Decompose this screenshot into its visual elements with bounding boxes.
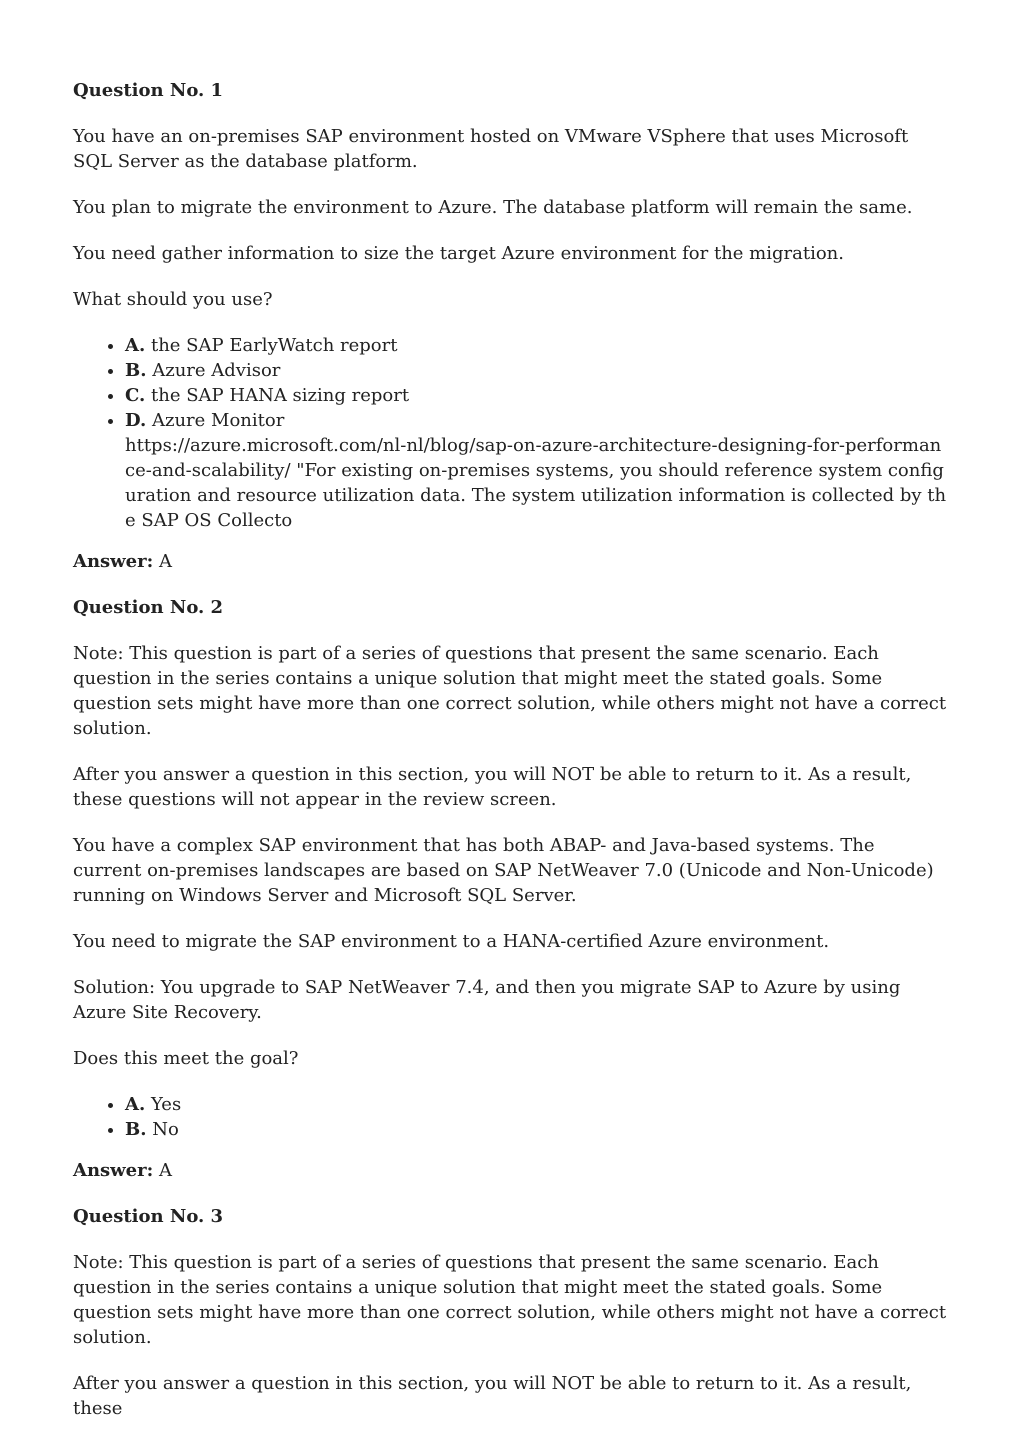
answer-options — [73, 333, 948, 533]
question-3 — [73, 1204, 948, 1421]
option-b — [125, 1117, 948, 1142]
option-text: the SAP EarlyWatch report — [150, 335, 398, 356]
option-a — [125, 333, 948, 358]
question-paragraph: You have a complex SAP environment that has both ABAP- and Java-based systems. The current on-premises landscapes are based on SAP NetWeaver 7.0 (Unicode and Non-Unicode) running on Windows Server and Microsoft SQL Server. — [73, 835, 934, 906]
answer-line — [73, 1158, 948, 1183]
option-letter: A. — [125, 1094, 146, 1115]
option-letter: A. — [125, 335, 146, 356]
option-letter: C. — [125, 385, 146, 406]
option-a — [125, 1092, 948, 1117]
option-letter: B. — [125, 1119, 147, 1140]
reference-text: https://azure.microsoft.com/nl-nl/blog/sap-on-azure-architecture-designing-for-performance-and-scalability/ "For existing on-premises systems, you should reference system configuration and resource utilization data. The system utilization information is collected by the SAP OS Collecto — [125, 435, 947, 531]
answer-label: Answer: — [73, 1160, 154, 1181]
option-letter: B. — [125, 360, 147, 381]
question-paragraph: After you answer a question in this section, you will NOT be able to return to it. As a result, these questions will not appear in the review screen. — [73, 764, 912, 810]
answer-value: A — [159, 551, 172, 572]
answer-value: A — [159, 1160, 172, 1181]
question-heading: Question No. 1 — [73, 80, 224, 101]
option-text: Azure Advisor — [152, 360, 281, 381]
document-page — [73, 78, 948, 1442]
answer-label: Answer: — [73, 551, 154, 572]
option-d — [125, 408, 948, 533]
option-text: the SAP HANA sizing report — [151, 385, 410, 406]
answer-options — [73, 1092, 948, 1142]
question-prompt: What should you use? — [73, 289, 273, 310]
question-paragraph: You need to migrate the SAP environment to a HANA-certified Azure environment. — [73, 931, 830, 952]
question-heading: Question No. 2 — [73, 597, 224, 618]
option-c — [125, 383, 948, 408]
question-2 — [73, 595, 948, 1183]
question-prompt: Does this meet the goal? — [73, 1048, 299, 1069]
option-text: Azure Monitor — [151, 410, 285, 431]
question-1 — [73, 78, 948, 574]
question-paragraph: You have an on-premises SAP environment hosted on VMware VSphere that uses Microsoft SQL Server as the database platform. — [73, 126, 909, 172]
question-paragraph: You need gather information to size the target Azure environment for the migration. — [73, 243, 844, 264]
question-paragraph: Note: This question is part of a series of questions that present the same scenario. Each question in the series contains a unique solution that might meet the stated goals. Some question sets might have more than one correct solution, while others might not have a correct solution. — [73, 643, 947, 739]
option-b — [125, 358, 948, 383]
question-heading: Question No. 3 — [73, 1206, 224, 1227]
question-paragraph: Solution: You upgrade to SAP NetWeaver 7.4, and then you migrate SAP to Azure by using Azure Site Recovery. — [73, 977, 901, 1023]
option-text: No — [152, 1119, 179, 1140]
answer-line — [73, 549, 948, 574]
option-text: Yes — [150, 1094, 182, 1115]
option-letter: D. — [125, 410, 147, 431]
question-paragraph: After you answer a question in this section, you will NOT be able to return to it. As a result, these — [73, 1373, 912, 1419]
question-paragraph: Note: This question is part of a series of questions that present the same scenario. Each question in the series contains a unique solution that might meet the stated goals. Some question sets might have more than one correct solution, while others might not have a correct solution. — [73, 1252, 947, 1348]
question-paragraph: You plan to migrate the environment to Azure. The database platform will remain the same. — [73, 197, 913, 218]
